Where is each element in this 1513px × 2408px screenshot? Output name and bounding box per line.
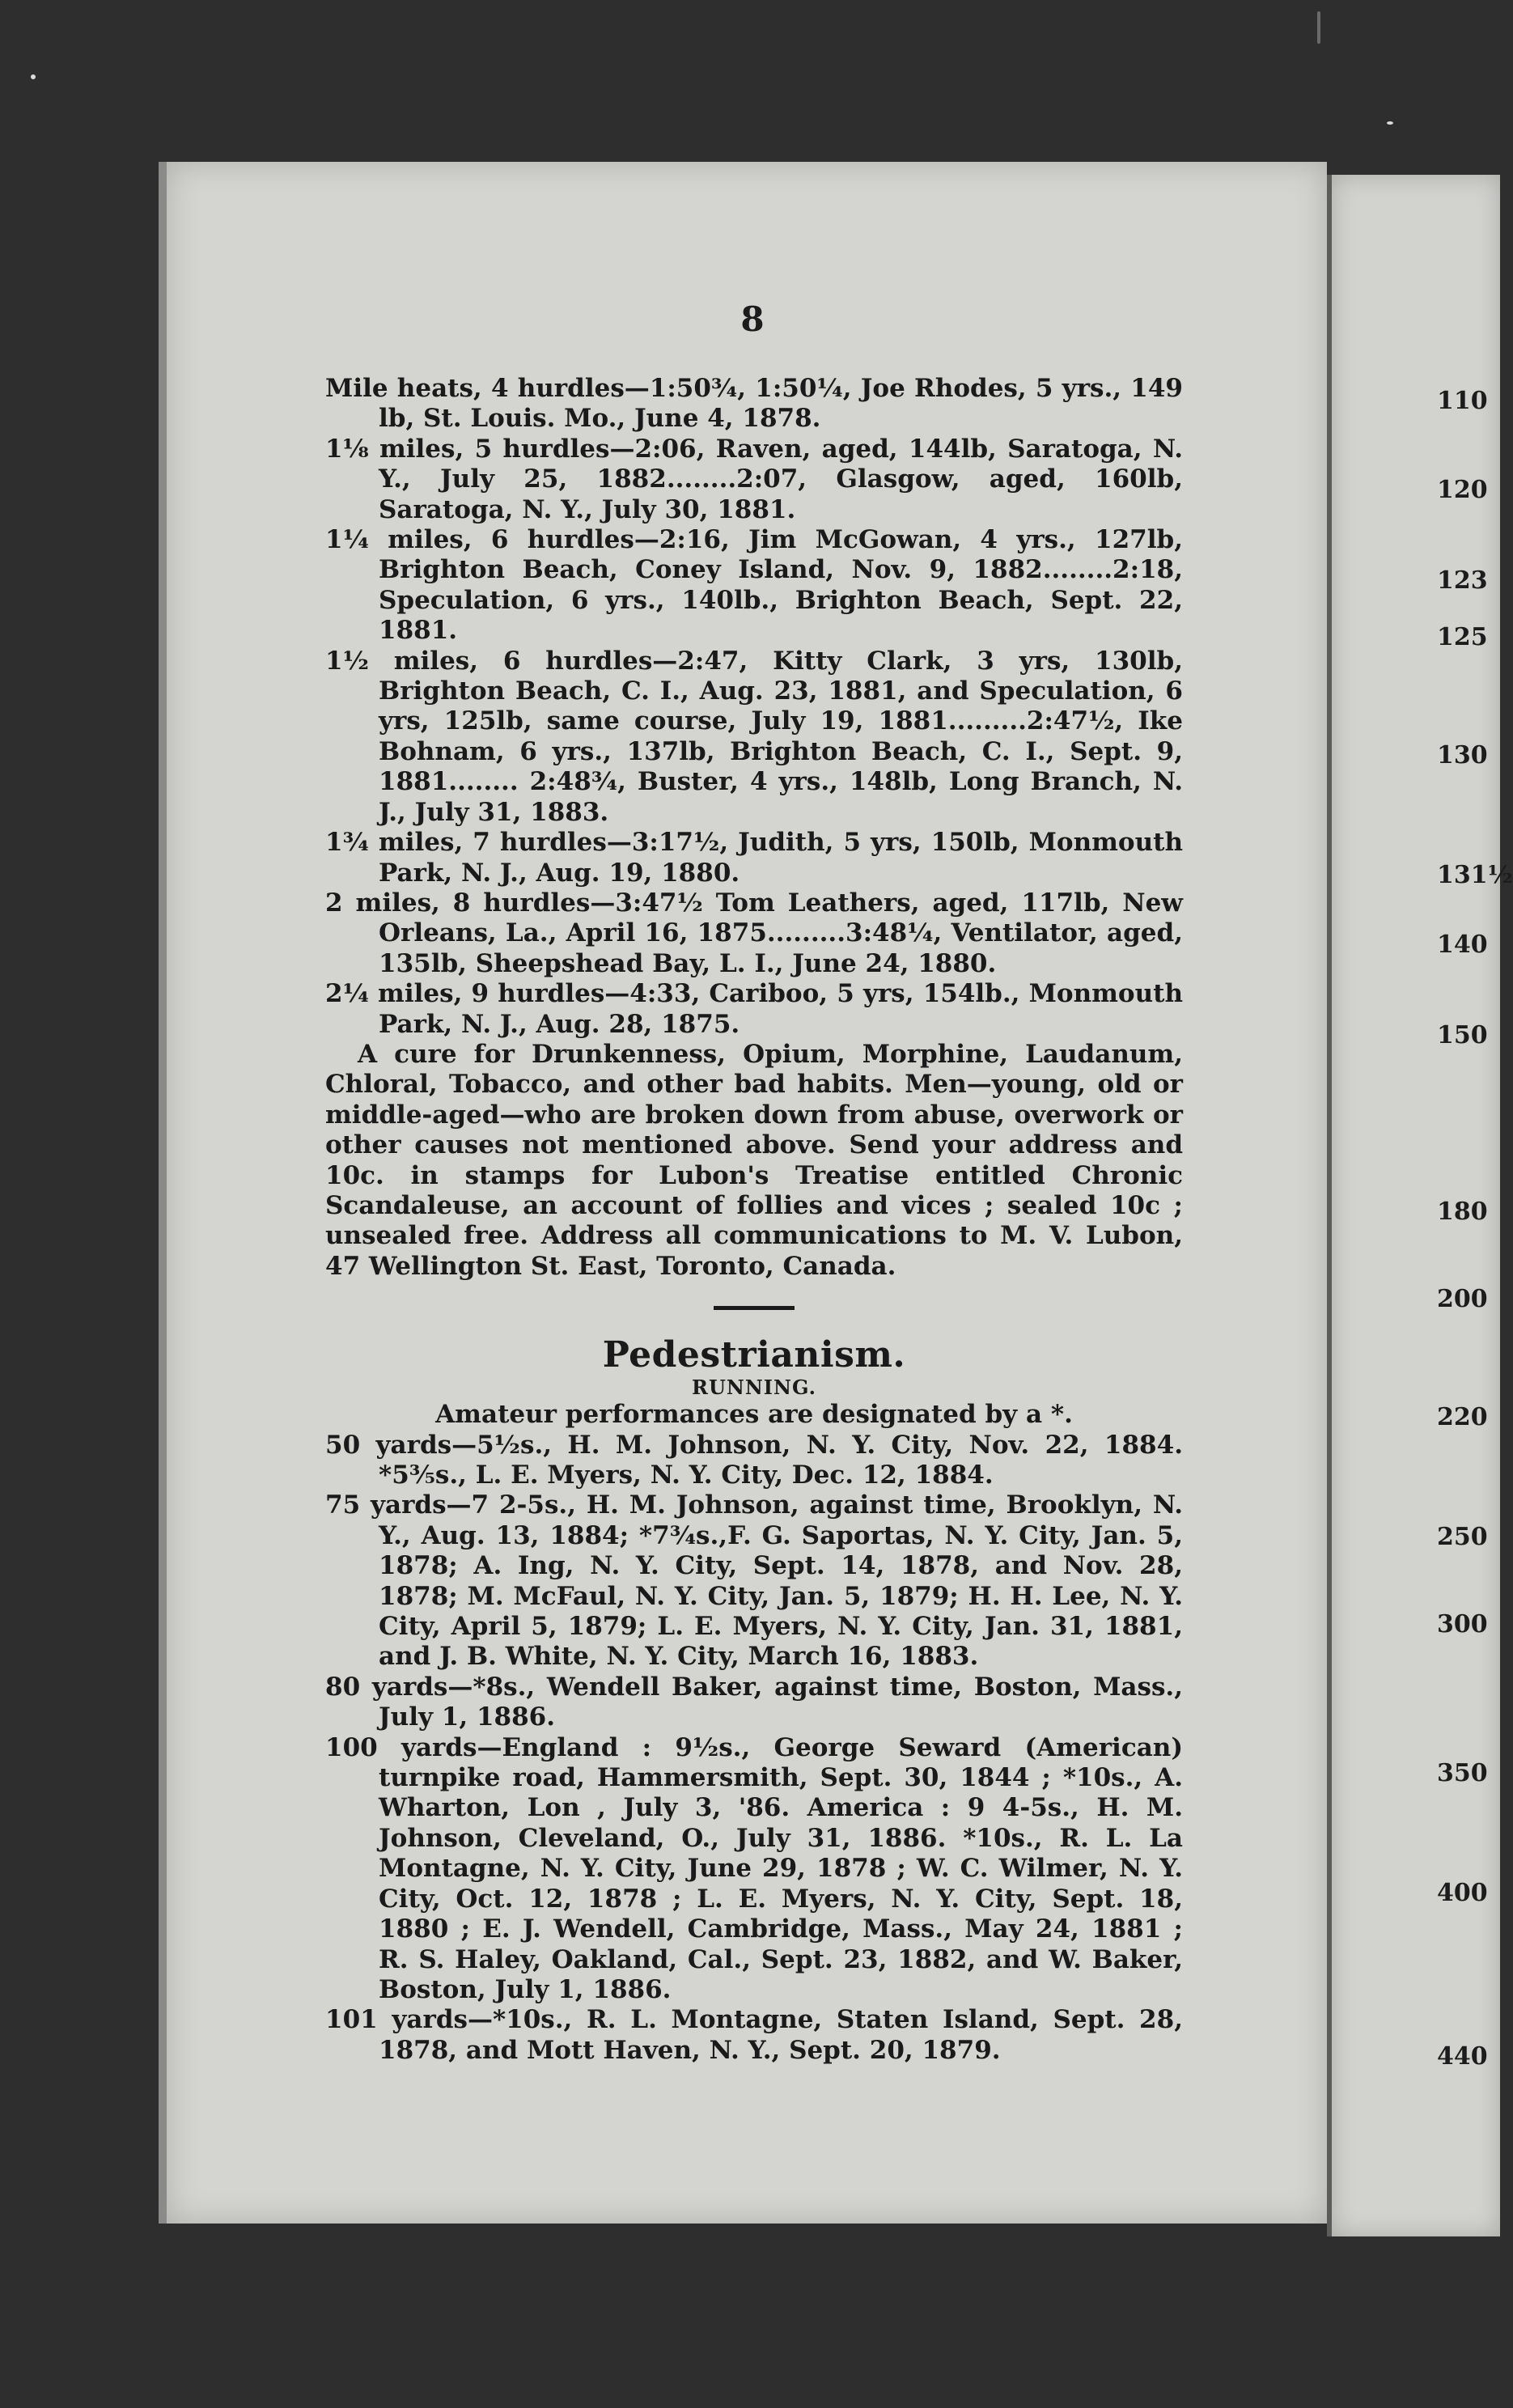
adjacent-page-number: 123 — [1437, 566, 1488, 595]
adjacent-page-number: 300 — [1437, 1610, 1488, 1639]
adjacent-page-number: 400 — [1437, 1879, 1488, 1907]
page-number: 8 — [740, 299, 765, 339]
edge-speck — [1317, 11, 1320, 44]
divider-rule — [714, 1306, 795, 1310]
section-title: Pedestrianism. — [602, 1334, 906, 1376]
record-entry: Mile heats, 4 hurdles—1:50¾, 1:50¼, Joe Rhodes, 5 yrs., 149 lb, St. Louis. Mo., June 4, 1878. — [325, 374, 1183, 434]
record-entry: 1⅛ miles, 5 hurdles—2:06, Raven, aged, 144lb, Saratoga, N. Y., July 25, 1882........2:07, Glasgow, aged, 160lb, Saratoga, N. Y., July 30, 1881. — [325, 434, 1183, 524]
adjacent-page-number: 350 — [1437, 1759, 1488, 1787]
edge-speck — [1387, 121, 1393, 125]
record-entry: 75 yards—7 2-5s., H. M. Johnson, against time, Brooklyn, N. Y., Aug. 13, 1884; *7¾s.,F. G. Saportas, N. Y. City, Jan. 5, 1878; A. Ing, N. Y. City, Sept. 14, 1878, and Nov. 28, 1878; M. McFaul, N. Y. City, Jan. 5, 1879; H. H. Lee, N. Y. City, April 5, 1879; L. E. Myers, N. Y. City, Jan. 31, 1881, and J. B. White, N. Y. City, March 16, 1883. — [325, 1490, 1183, 1672]
adjacent-page-number: 440 — [1437, 2042, 1488, 2071]
record-entry: 2 miles, 8 hurdles—3:47½ Tom Leathers, aged, 117lb, New Orleans, La., April 16, 1875.........3:48¼, Ventilator, aged, 135lb, Sheepshead Bay, L. I., June 24, 1880. — [325, 888, 1183, 978]
record-entry: 101 yards—*10s., R. L. Montagne, Staten Island, Sept. 28, 1878, and Mott Haven, N. Y., Sept. 20, 1879. — [325, 2005, 1183, 2065]
record-entry: 50 yards—5½s., H. M. Johnson, N. Y. City, Nov. 22, 1884. *5⅗s., L. E. Myers, N. Y. City, Dec. 12, 1884. — [325, 1430, 1183, 1490]
adjacent-page-number: 125 — [1437, 623, 1488, 651]
adjacent-page-number: 220 — [1437, 1403, 1488, 1431]
section-divider — [325, 1282, 1183, 1335]
adjacent-page-number: 200 — [1437, 1285, 1488, 1313]
adjacent-page-number: 130 — [1437, 741, 1488, 769]
record-entry: 1¾ miles, 7 hurdles—3:17½, Judith, 5 yrs, 150lb, Monmouth Park, N. J., Aug. 19, 1880. — [325, 828, 1183, 888]
record-entry: 1¼ miles, 6 hurdles—2:16, Jim McGowan, 4 yrs., 127lb, Brighton Beach, Coney Island, Nov. 9, 1882........2:18, Speculation, 6 yrs., 140lb., Brighton Beach, Sept. 22, 1881. — [325, 525, 1183, 646]
adjacent-page-number: 150 — [1437, 1021, 1488, 1049]
page-body — [325, 374, 1183, 2066]
record-entry: 80 yards—*8s., Wendell Baker, against time, Boston, Mass., July 1, 1886. — [325, 1672, 1183, 1732]
record-entry: 2¼ miles, 9 hurdles—4:33, Cariboo, 5 yrs, 154lb., Monmouth Park, N. J., Aug. 28, 1875. — [325, 979, 1183, 1039]
adjacent-page-number: 131½ — [1437, 861, 1513, 889]
edge-speck — [31, 74, 36, 79]
adjacent-page-number: 180 — [1437, 1198, 1488, 1226]
adjacent-page-number: 140 — [1437, 931, 1488, 959]
advertisement-paragraph: A cure for Drunkenness, Opium, Morphine, Laudanum, Chloral, Tobacco, and other bad habits. Men—young, old or middle-aged—who are broken down from abuse, overwork or other causes not mentioned above. Send your address and 10c. in stamps for Lubon's Treatise entitled Chronic Scandaleuse, an account of follies and vices ; sealed 10c ; unsealed free. Address all communications to M. V. Lubon, 47 Wellington St. East, Toronto, Canada. — [325, 1039, 1183, 1281]
adjacent-page-number: 250 — [1437, 1523, 1488, 1551]
record-entry: 100 yards—England : 9½s., George Seward (American) turnpike road, Hammersmith, Sept. 30, 1844 ; *10s., A. Wharton, Lon , July 3, '86. America : 9 4-5s., H. M. Johnson, Cleveland, O., July 31, 1886. *10s., R. L. La Montagne, N. Y. City, June 29, 1878 ; W. C. Wilmer, N. Y. City, Oct. 12, 1878 ; L. E. Myers, N. Y. City, Sept. 18, 1880 ; E. J. Wendell, Cambridge, Mass., May 24, 1881 ; R. S. Haley, Oakland, Cal., Sept. 23, 1882, and W. Baker, Boston, July 1, 1886. — [325, 1732, 1183, 2004]
adjacent-page-number: 120 — [1437, 476, 1488, 504]
adjacent-page-number: 110 — [1437, 387, 1488, 415]
section-note: Amateur performances are designated by a *. — [435, 1400, 1073, 1430]
section-subtitle: RUNNING. — [692, 1376, 816, 1400]
record-entry: 1½ miles, 6 hurdles—2:47, Kitty Clark, 3 yrs, 130lb, Brighton Beach, C. I., Aug. 23, 1881, and Speculation, 6 yrs, 125lb, same course, July 19, 1881.........2:47½, Ike Bohnam, 6 yrs., 137lb, Brighton Beach, C. I., Sept. 9, 1881........ 2:48¾, Buster, 4 yrs., 148lb, Long Branch, N. J., July 31, 1883. — [325, 646, 1183, 827]
